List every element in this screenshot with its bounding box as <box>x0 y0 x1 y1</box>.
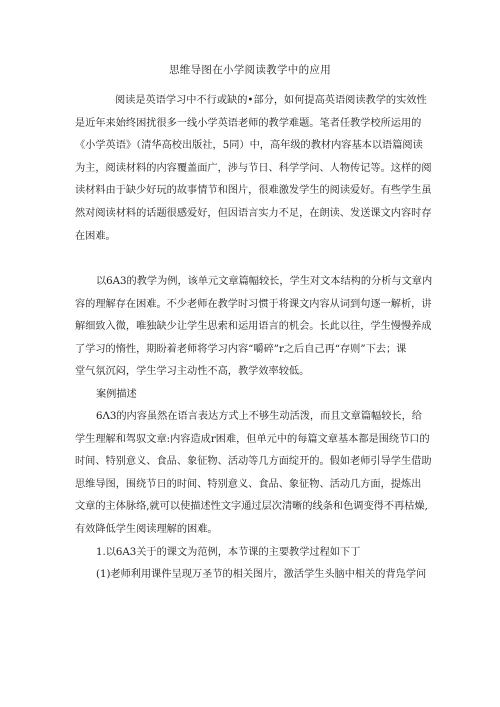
text-line: 文章的主体脉络,就可以使描述性文字通过层次清晰的线条和色调变得不再枯燥, <box>75 501 428 513</box>
section-heading-text: 案例描述 <box>96 389 137 400</box>
text-line: 为主，阅读材料的内容覆盖面广，涉与节日、科学学问、人物传记等。这样的阅 <box>75 162 432 174</box>
text-line: 学生理解和驾驭文章:内容造成r困难，但单元中的每篇文章基本都是围绕节口的 <box>75 433 430 445</box>
text-line: 时间、特别意义、食品、象征物、活动等几方面绽开的。假如老师引导学生借助 <box>75 456 432 468</box>
paragraph-intro <box>75 90 440 248</box>
text-line: 容的理解存在困难。不少老师在教学时习惯于将课文内容从词到句逐一解析，讲 <box>75 298 432 310</box>
text-line: 堂气氛沉闷，学生学习主动性不高，教学效率较低。 <box>75 366 310 378</box>
text-line: 在困难。 <box>75 230 116 242</box>
text-line: 了学习的惰性，期盼着老师将学习内容“嚼碎”r之后自己再“存则”下去；课 <box>75 343 407 355</box>
document-title: 思维导图在小学阅读教学中的应用 <box>169 64 331 76</box>
text-line: 阅读是英语学习中不行或缺的•部分，如何提高英语阅读教学的实效性 <box>115 95 427 106</box>
text-line: 思维导图，围绕节日的时间、特别意义、食品、象征物、活动几方面，提炼出 <box>75 478 422 490</box>
text-line: 解细致入微，唯独缺少让学生思索和运用语言的机会。长此以往，学生慢慢养成 <box>75 321 432 333</box>
text-line: 读材料由于缺少好玩的故事情节和图片，很难激发学生的阅读爱好。有些学生虽 <box>75 185 432 197</box>
paragraph-case-description <box>75 406 440 542</box>
paragraph-sub-step-1 <box>75 564 440 587</box>
text-line: 6Λ3的内容虽然在语言表达方式上不够生动活泼，而且文章篇幅较长，给 <box>96 411 422 422</box>
section-heading-case <box>75 384 440 407</box>
text-line: 有效降低学生阅读理解的困难。 <box>75 523 218 535</box>
text-line: 是近年来始终困扰很多一线小学英语老师的教学难题。笔者任教学校所运用的 <box>75 117 422 129</box>
text-line: 然对阅读材料的话题很感爱好，但因语言实力不足，在朗读、发送课文内容时存 <box>75 207 432 219</box>
paragraph-numbered-1 <box>75 542 440 565</box>
text-line: 1.以6A3关于的课文为范例，本节课的主要教学过程如下丁 <box>96 547 361 558</box>
paragraph-example <box>75 271 440 384</box>
text-line: 以6A3的教学为例，该单元文章篇幅较长，学生对文本结构的分析与文章内 <box>96 276 433 287</box>
text-line: (1)老师利用课件呈现万圣节的相关图片，激活学生头脑中相关的背凫学问 <box>96 569 427 580</box>
text-line: 《小学英语》（清华高校出版社，5同）中，高年级的教材内容基本以语篇阅读 <box>75 140 423 152</box>
